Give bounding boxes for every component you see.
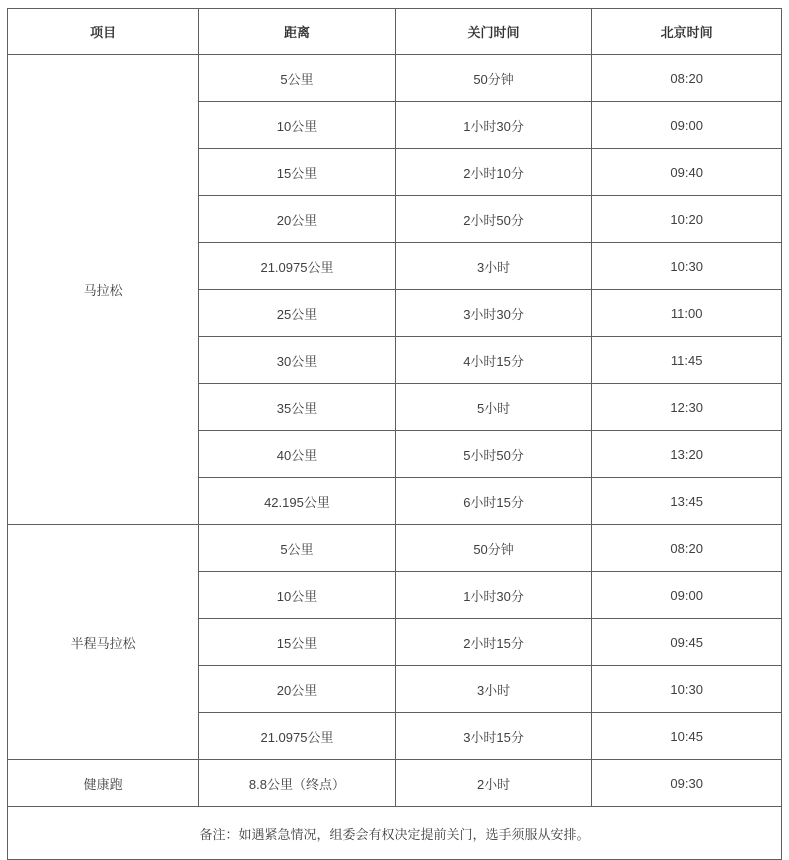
beijing-time-cell: 09:00	[592, 102, 782, 149]
table-header	[8, 9, 782, 55]
event-name-cell: 健康跑	[8, 760, 199, 807]
beijing-time-cell: 10:45	[592, 713, 782, 760]
cutoff-time-cell: 50分钟	[395, 55, 592, 102]
table-row	[8, 55, 782, 102]
distance-cell: 21.0975公里	[199, 713, 396, 760]
table-body	[8, 55, 782, 807]
distance-cell: 20公里	[199, 196, 396, 243]
distance-cell: 20公里	[199, 666, 396, 713]
beijing-time-cell: 08:20	[592, 525, 782, 572]
cutoff-time-cell: 2小时	[395, 760, 592, 807]
cutoff-time-table	[7, 8, 782, 860]
beijing-time-cell: 09:30	[592, 760, 782, 807]
table-row	[8, 525, 782, 572]
cutoff-time-cell: 3小时15分	[395, 713, 592, 760]
beijing-time-cell: 09:45	[592, 619, 782, 666]
event-name-cell: 马拉松	[8, 55, 199, 525]
cutoff-time-cell: 50分钟	[395, 525, 592, 572]
distance-cell: 10公里	[199, 102, 396, 149]
cutoff-time-cell: 2小时50分	[395, 196, 592, 243]
cutoff-time-cell: 5小时50分	[395, 431, 592, 478]
cutoff-time-cell: 6小时15分	[395, 478, 592, 525]
cutoff-time-cell: 5小时	[395, 384, 592, 431]
beijing-time-cell: 10:30	[592, 666, 782, 713]
beijing-time-cell: 09:40	[592, 149, 782, 196]
header-cutoff-time: 关门时间	[395, 9, 592, 55]
distance-cell: 42.195公里	[199, 478, 396, 525]
cutoff-time-cell: 2小时15分	[395, 619, 592, 666]
distance-cell: 10公里	[199, 572, 396, 619]
cutoff-time-cell: 3小时30分	[395, 290, 592, 337]
beijing-time-cell: 10:30	[592, 243, 782, 290]
beijing-time-cell: 13:45	[592, 478, 782, 525]
distance-cell: 21.0975公里	[199, 243, 396, 290]
distance-cell: 15公里	[199, 149, 396, 196]
distance-cell: 15公里	[199, 619, 396, 666]
beijing-time-cell: 08:20	[592, 55, 782, 102]
note-cell: 备注：如遇紧急情况，组委会有权决定提前关门，选手须服从安排。	[8, 807, 782, 860]
distance-cell: 30公里	[199, 337, 396, 384]
header-event: 项目	[8, 9, 199, 55]
cutoff-time-cell: 2小时10分	[395, 149, 592, 196]
cutoff-time-cell: 1小时30分	[395, 572, 592, 619]
beijing-time-cell: 11:00	[592, 290, 782, 337]
note-row	[8, 807, 782, 860]
header-row	[8, 9, 782, 55]
beijing-time-cell: 10:20	[592, 196, 782, 243]
event-name-cell: 半程马拉松	[8, 525, 199, 760]
table-row	[8, 760, 782, 807]
header-beijing-time: 北京时间	[592, 9, 782, 55]
distance-cell: 40公里	[199, 431, 396, 478]
distance-cell: 35公里	[199, 384, 396, 431]
cutoff-time-cell: 1小时30分	[395, 102, 592, 149]
table-footer	[8, 807, 782, 860]
cutoff-time-cell: 3小时	[395, 666, 592, 713]
cutoff-time-cell: 3小时	[395, 243, 592, 290]
header-distance: 距离	[199, 9, 396, 55]
distance-cell: 5公里	[199, 525, 396, 572]
distance-cell: 25公里	[199, 290, 396, 337]
distance-cell: 5公里	[199, 55, 396, 102]
beijing-time-cell: 13:20	[592, 431, 782, 478]
beijing-time-cell: 11:45	[592, 337, 782, 384]
cutoff-time-cell: 4小时15分	[395, 337, 592, 384]
beijing-time-cell: 09:00	[592, 572, 782, 619]
beijing-time-cell: 12:30	[592, 384, 782, 431]
distance-cell: 8.8公里（终点）	[199, 760, 396, 807]
